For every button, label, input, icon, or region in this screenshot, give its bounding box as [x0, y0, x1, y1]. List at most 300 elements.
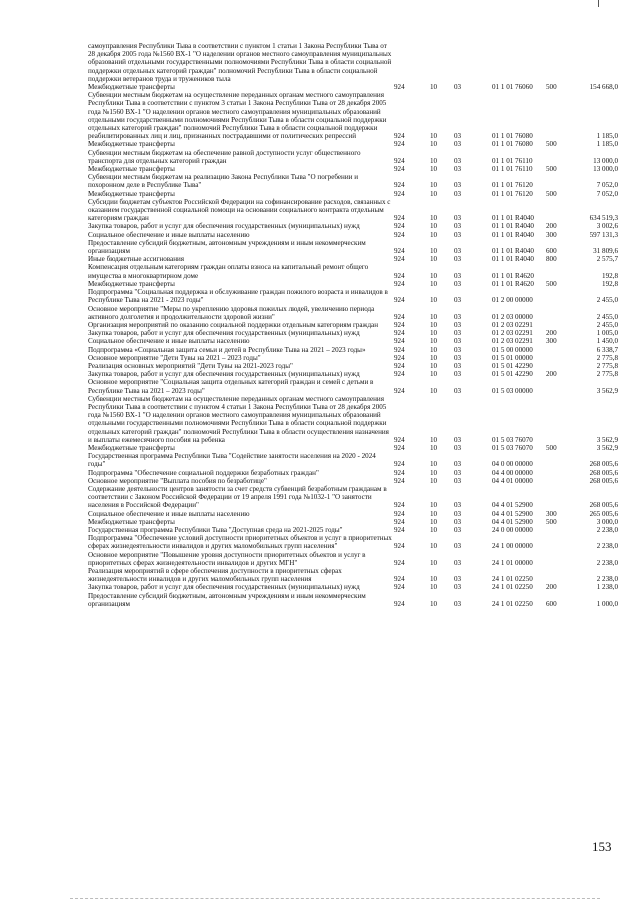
row-vr-code: 500 — [546, 443, 557, 452]
row-name: Субвенции местным бюджетам на реализацию Закона Республики Тыва "О погребении и похоронном деле в Республике Тыва" — [88, 173, 358, 190]
row-pr-code: 03 — [454, 353, 462, 362]
row-vr-code — [546, 149, 578, 165]
row-gr-code: 924 — [394, 386, 405, 395]
row-gr-code: 924 — [394, 156, 405, 165]
row-pr-code: 03 — [454, 460, 462, 469]
row-gr-code: 924 — [394, 353, 405, 362]
row-gr-code: 924 — [394, 501, 405, 510]
row-name: Государственная программа Республики Тыва "Доступная среда на 2021-2025 годы" — [88, 525, 343, 534]
row-rz-code: 10 — [430, 222, 438, 231]
table-row — [88, 362, 618, 370]
row-pr-code: 03 — [454, 558, 462, 567]
row-name: самоуправления Республики Тыва в соответствии с пунктом 1 статьи 1 Закона Республики Тыва от 28 декабря 2005 года №1560 ВХ-1 "О наделении органов местного самоуправления муниципальных образований отдельными государственными полномочиями Республики Тыва в области социальной поддержки отдельных категорий граждан" полномочий Республики Тыва в области социальной поддержки ветеранов труда и тружеников тыла — [88, 42, 392, 83]
row-rz-code: 10 — [430, 255, 438, 264]
table-row — [88, 378, 618, 394]
table-row — [88, 288, 618, 304]
row-cs-code: 01 1 01 76060 — [492, 83, 533, 92]
row-amount: 1 000,0 — [596, 599, 618, 608]
row-amount: 7 052,0 — [596, 189, 618, 198]
row-gr-code: 924 — [394, 255, 405, 264]
row-cs-code: 01 1 01 76110 — [492, 165, 533, 174]
row-amount: 2 238,0 — [596, 575, 618, 584]
row-gr-code: 924 — [394, 320, 405, 329]
row-cs-code: 01 1 01 R4040 — [492, 247, 534, 256]
row-vr-code — [546, 346, 578, 354]
row-vr-code — [546, 321, 578, 329]
row-name: Межбюджетные трансферты — [88, 443, 175, 452]
row-pr-code: 03 — [454, 132, 462, 141]
scan-edge-line — [70, 898, 600, 899]
row-vr-code: 600 — [546, 599, 557, 608]
row-gr-code: 924 — [394, 460, 405, 469]
row-cs-code: 01 1 01 76080 — [492, 140, 533, 149]
row-pr-code: 03 — [454, 247, 462, 256]
row-cs-code: 24 1 01 02250 — [492, 599, 533, 608]
row-amount: 3 562,9 — [596, 435, 618, 444]
row-name: Реализация мероприятий в сфере обеспечения доступности в приоритетных сферах жизнедеятельности инвалидов и других маломобильных групп населения — [88, 567, 342, 584]
table-row — [88, 329, 618, 337]
row-cs-code: 01 1 01 76080 — [492, 132, 533, 141]
row-amount: 268 005,6 — [589, 476, 618, 485]
row-cs-code: 01 1 01 76110 — [492, 156, 533, 165]
row-rz-code: 10 — [430, 525, 438, 534]
row-vr-code — [546, 173, 578, 189]
row-gr-code: 924 — [394, 230, 405, 239]
row-name: Компенсация отдельным категориям граждан оплаты взноса на капитальный ремонт общего имущества в многоквартирном доме — [88, 263, 369, 280]
table-row — [88, 190, 618, 198]
row-rz-code: 10 — [430, 370, 438, 379]
row-gr-code: 924 — [394, 345, 405, 354]
page-number: 153 — [592, 839, 612, 854]
row-amount: 3 562,9 — [596, 386, 618, 395]
row-vr-code — [546, 42, 578, 83]
row-pr-code: 03 — [454, 468, 462, 477]
table-row — [88, 305, 618, 321]
row-gr-code: 924 — [394, 542, 405, 551]
row-pr-code: 03 — [454, 542, 462, 551]
table-row — [88, 346, 618, 354]
row-amount: 7 052,0 — [596, 181, 618, 190]
row-cs-code: 01 5 01 42290 — [492, 370, 533, 379]
row-rz-code: 10 — [430, 181, 438, 190]
row-rz-code: 10 — [430, 468, 438, 477]
row-pr-code: 03 — [454, 271, 462, 280]
row-gr-code: 924 — [394, 214, 405, 223]
row-amount: 2 775,8 — [596, 361, 618, 370]
row-name: Государственная программа Республики Тыва "Содействие занятости населения на 2020 - 2024 годы" — [88, 452, 376, 469]
row-pr-code: 03 — [454, 279, 462, 288]
table-row — [88, 149, 618, 165]
row-vr-code: 600 — [546, 247, 557, 256]
row-vr-code — [546, 354, 578, 362]
row-amount: 268 005,6 — [589, 460, 618, 469]
row-vr-code: 200 — [546, 583, 557, 592]
row-amount: 3 002,6 — [596, 222, 618, 231]
row-cs-code: 24 1 01 02250 — [492, 583, 533, 592]
row-name: Закупка товаров, работ и услуг для обеспечения государственных (муниципальных) нужд — [88, 222, 360, 231]
row-rz-code: 10 — [430, 279, 438, 288]
row-pr-code: 03 — [454, 189, 462, 198]
row-vr-code: 300 — [546, 337, 557, 346]
row-cs-code — [492, 42, 546, 83]
row-pr-code: 03 — [454, 230, 462, 239]
row-name: Социальное обеспечение и иные выплаты населению — [88, 337, 250, 346]
row-rz-code: 10 — [430, 312, 438, 321]
row-vr-code: 500 — [546, 189, 557, 198]
row-name: Реализация основных мероприятий "Дети Тувы на 2021-2023 годы" — [88, 361, 293, 370]
row-cs-code: 01 5 00 00000 — [492, 345, 533, 354]
table-row — [88, 592, 618, 608]
row-pr-code: 03 — [454, 435, 462, 444]
table-row — [88, 337, 618, 345]
row-cs-code: 24 1 00 00000 — [492, 542, 533, 551]
row-gr-code: 924 — [394, 361, 405, 370]
row-name: Межбюджетные трансферты — [88, 517, 175, 526]
row-rz-code: 10 — [430, 345, 438, 354]
row-gr-code: 924 — [394, 271, 405, 280]
row-cs-code: 04 4 01 52900 — [492, 501, 533, 510]
row-cs-code: 04 4 00 00000 — [492, 468, 533, 477]
row-gr-code: 924 — [394, 370, 405, 379]
row-rz-code — [430, 42, 454, 83]
row-cs-code: 01 1 01 76120 — [492, 181, 533, 190]
row-gr-code: 924 — [394, 312, 405, 321]
table-row — [88, 370, 618, 378]
row-amount: 2 775,8 — [596, 353, 618, 362]
row-rz-code: 10 — [430, 83, 438, 92]
row-amount: 6 338,7 — [596, 345, 618, 354]
row-name: Субсидии бюджетам субъектов Российской Федерации на софинансирование расходов, связанных с оказанием государственной социальной помощи на основании социального контракта отдельным категориям граждан — [88, 197, 391, 223]
row-name: Предоставление субсидий бюджетным, автономным учреждениям и иным некоммерческим организациям — [88, 238, 366, 256]
table-row — [88, 239, 618, 255]
row-amount: 634 519,3 — [589, 214, 618, 223]
row-vr-code: 500 — [546, 83, 557, 92]
row-amount: 268 005,6 — [589, 468, 618, 477]
table-row — [88, 583, 618, 591]
row-cs-code: 01 1 01 R4620 — [492, 271, 534, 280]
row-pr-code — [454, 42, 492, 83]
row-vr-code — [546, 263, 578, 279]
row-pr-code: 03 — [454, 312, 462, 321]
row-cs-code: 01 2 03 02291 — [492, 320, 533, 329]
row-gr-code: 924 — [394, 337, 405, 346]
table-row — [88, 231, 618, 239]
row-pr-code: 03 — [454, 222, 462, 231]
row-amount: 2 455,0 — [596, 320, 618, 329]
row-amount: 1 185,0 — [596, 140, 618, 149]
row-vr-code — [546, 485, 578, 510]
row-pr-code: 03 — [454, 517, 462, 526]
row-gr-code: 924 — [394, 296, 405, 305]
row-name: Основное мероприятие "Социальная защита отдельных категорий граждан и семей с детьми в Республике Тыва на 2021 – 2023 годы" — [88, 378, 374, 395]
row-cs-code: 01 5 03 76070 — [492, 435, 533, 444]
row-amount: 1 450,0 — [596, 337, 618, 346]
row-name: Иные бюджетные ассигнования — [88, 255, 185, 264]
row-vr-code — [546, 378, 578, 394]
row-gr-code: 924 — [394, 132, 405, 141]
table-row — [88, 83, 618, 91]
row-pr-code: 03 — [454, 345, 462, 354]
row-name: Основное мероприятие "Повышение уровня доступности приоритетных объектов и услуг в приоритетных сферах жизнедеятельности инвалидов и других МГН" — [88, 550, 366, 567]
row-rz-code: 10 — [430, 558, 438, 567]
row-pr-code: 03 — [454, 386, 462, 395]
row-rz-code: 10 — [430, 501, 438, 510]
row-name: Субвенции местным бюджетам на обеспечение равной доступности услуг общественного транспорта для отдельных категорий граждан — [88, 148, 361, 165]
row-rz-code: 10 — [430, 542, 438, 551]
row-name: Закупка товаров, работ и услуг для обеспечения государственных (муниципальных) нужд — [88, 329, 360, 338]
row-gr-code: 924 — [394, 525, 405, 534]
row-vr-code: 500 — [546, 279, 557, 288]
row-vr-code — [546, 452, 578, 468]
row-cs-code: 01 1 01 76120 — [492, 189, 533, 198]
row-rz-code: 10 — [430, 320, 438, 329]
row-name: Межбюджетные трансферты — [88, 165, 175, 174]
row-rz-code: 10 — [430, 156, 438, 165]
row-amount: 1 005,0 — [596, 329, 618, 338]
row-gr-code: 924 — [394, 599, 405, 608]
row-cs-code: 01 1 01 R4040 — [492, 255, 534, 264]
row-vr-code — [546, 305, 578, 321]
row-rz-code: 10 — [430, 230, 438, 239]
table-row — [88, 469, 618, 477]
table-row — [88, 173, 618, 189]
row-vr-code: 800 — [546, 255, 557, 264]
row-cs-code: 01 1 01 R4040 — [492, 214, 534, 223]
row-vr-code — [546, 526, 578, 534]
row-gr-code — [394, 42, 430, 83]
row-cs-code: 01 2 00 00000 — [492, 296, 533, 305]
row-amount: 154 668,0 — [589, 83, 618, 92]
row-gr-code: 924 — [394, 329, 405, 338]
row-amount — [578, 42, 618, 83]
table-row — [88, 198, 618, 223]
row-name: Содержание деятельности центров занятости за счет средств субвенций безработным гражданам в соответствии с Законом Российской Федерации от 19 апреля 1991 года №1032-1 "О занятости населения в Российской Федерации" — [88, 484, 387, 510]
row-gr-code: 924 — [394, 222, 405, 231]
row-rz-code: 10 — [430, 599, 438, 608]
table-row — [88, 42, 618, 83]
row-amount: 3 562,9 — [596, 443, 618, 452]
row-pr-code: 03 — [454, 140, 462, 149]
row-rz-code: 10 — [430, 296, 438, 305]
row-pr-code: 03 — [454, 181, 462, 190]
row-vr-code — [546, 198, 578, 223]
row-gr-code: 924 — [394, 83, 405, 92]
row-gr-code: 924 — [394, 140, 405, 149]
row-gr-code: 924 — [394, 435, 405, 444]
row-pr-code: 03 — [454, 525, 462, 534]
row-cs-code: 04 4 01 52900 — [492, 517, 533, 526]
row-rz-code: 10 — [430, 517, 438, 526]
row-vr-code — [546, 534, 578, 550]
row-vr-code — [546, 469, 578, 477]
row-pr-code: 03 — [454, 165, 462, 174]
row-pr-code: 03 — [454, 501, 462, 510]
row-rz-code: 10 — [430, 476, 438, 485]
row-rz-code: 10 — [430, 337, 438, 346]
row-amount: 2 238,0 — [596, 525, 618, 534]
row-vr-code — [546, 362, 578, 370]
table-row — [88, 354, 618, 362]
row-pr-code: 03 — [454, 156, 462, 165]
row-name: Организация мероприятий по оказанию социальной поддержки отдельным категориям граждан — [88, 320, 379, 329]
row-rz-code: 10 — [430, 509, 438, 518]
row-rz-code: 10 — [430, 386, 438, 395]
row-gr-code: 924 — [394, 247, 405, 256]
table-row — [88, 477, 618, 485]
table-row — [88, 280, 618, 288]
row-gr-code: 924 — [394, 189, 405, 198]
table-row — [88, 444, 618, 452]
row-amount: 13 000,0 — [593, 165, 618, 174]
row-amount: 2 575,7 — [596, 255, 618, 264]
row-cs-code: 24 1 01 02250 — [492, 575, 533, 584]
row-gr-code: 924 — [394, 517, 405, 526]
table-row — [88, 255, 618, 263]
row-pr-code: 03 — [454, 476, 462, 485]
row-gr-code: 924 — [394, 181, 405, 190]
row-name: Социальное обеспечение и иные выплаты населению — [88, 230, 250, 239]
row-cs-code: 01 5 03 00000 — [492, 386, 533, 395]
row-vr-code: 500 — [546, 517, 557, 526]
table-row — [88, 395, 618, 444]
row-cs-code: 04 4 01 52900 — [492, 509, 533, 518]
row-name: Подпрограмма "Обеспечение социальной поддержки безработных граждан" — [88, 468, 319, 477]
row-name: Основное мероприятие "Меры по укреплению здоровья пожилых людей, увеличению периода активного долголетия и продолжительности здоровой жизни" — [88, 304, 375, 321]
table-row — [88, 321, 618, 329]
row-pr-code: 03 — [454, 575, 462, 584]
row-cs-code: 01 5 03 76070 — [492, 443, 533, 452]
row-pr-code: 03 — [454, 361, 462, 370]
row-name: Закупка товаров, работ и услуг для обеспечения государственных (муниципальных) нужд — [88, 583, 360, 592]
row-gr-code: 924 — [394, 575, 405, 584]
row-rz-code: 10 — [430, 435, 438, 444]
row-name: Межбюджетные трансферты — [88, 189, 175, 198]
row-vr-code — [546, 567, 578, 583]
table-row — [88, 222, 618, 230]
budget-table — [88, 42, 618, 608]
row-pr-code: 03 — [454, 337, 462, 346]
row-pr-code: 03 — [454, 370, 462, 379]
budget-table-body — [88, 42, 618, 608]
row-pr-code: 03 — [454, 329, 462, 338]
row-amount: 265 005,6 — [589, 509, 618, 518]
row-amount: 2 775,8 — [596, 370, 618, 379]
row-cs-code: 01 1 01 R4040 — [492, 222, 534, 231]
row-rz-code: 10 — [430, 132, 438, 141]
row-gr-code: 924 — [394, 558, 405, 567]
table-row — [88, 534, 618, 550]
row-name: Закупка товаров, работ и услуг для обеспечения государственных (муниципальных) нужд — [88, 370, 360, 379]
row-name: Межбюджетные трансферты — [88, 279, 175, 288]
row-name: Межбюджетные трансферты — [88, 83, 175, 92]
row-vr-code — [546, 395, 578, 444]
table-row — [88, 452, 618, 468]
row-pr-code: 03 — [454, 320, 462, 329]
table-row — [88, 567, 618, 583]
row-amount: 192,8 — [602, 271, 618, 280]
row-rz-code: 10 — [430, 329, 438, 338]
row-name: Предоставление субсидий бюджетным, автономным учреждениям и иным некоммерческим организациям — [88, 591, 366, 608]
row-cs-code: 01 2 03 00000 — [492, 312, 533, 321]
row-pr-code: 03 — [454, 583, 462, 592]
row-rz-code: 10 — [430, 460, 438, 469]
row-vr-code: 200 — [546, 370, 557, 379]
row-name: Основное мероприятие "Дети Тувы на 2021 – 2023 годы" — [88, 353, 261, 362]
row-pr-code: 03 — [454, 214, 462, 223]
table-row — [88, 263, 618, 279]
row-vr-code — [546, 477, 578, 485]
row-pr-code: 03 — [454, 255, 462, 264]
table-row — [88, 526, 618, 534]
row-cs-code: 01 1 01 R4040 — [492, 230, 534, 239]
row-cs-code: 24 0 00 00000 — [492, 525, 533, 534]
row-gr-code: 924 — [394, 468, 405, 477]
row-rz-code: 10 — [430, 247, 438, 256]
row-rz-code: 10 — [430, 443, 438, 452]
row-name: Подпрограмма «Социальная защита семьи и детей в Республике Тыва на 2021 – 2023 годы» — [88, 345, 366, 354]
row-cs-code: 01 2 03 02291 — [492, 329, 533, 338]
table-row — [88, 165, 618, 173]
row-pr-code: 03 — [454, 599, 462, 608]
row-vr-code: 500 — [546, 140, 557, 149]
row-vr-code: 200 — [546, 329, 557, 338]
row-vr-code: 500 — [546, 165, 557, 174]
row-cs-code: 01 5 01 42290 — [492, 361, 533, 370]
row-amount: 597 131,3 — [589, 230, 618, 239]
row-amount: 31 809,6 — [593, 247, 618, 256]
table-row — [88, 518, 618, 526]
row-pr-code: 03 — [454, 509, 462, 518]
row-vr-code — [546, 91, 578, 140]
table-row — [88, 510, 618, 518]
row-cs-code: 01 2 03 02291 — [492, 337, 533, 346]
row-rz-code: 10 — [430, 575, 438, 584]
scan-mark — [598, 0, 599, 7]
row-vr-code — [546, 551, 578, 567]
row-name: Социальное обеспечение и иные выплаты населению — [88, 509, 250, 518]
row-rz-code: 10 — [430, 214, 438, 223]
row-vr-code: 200 — [546, 222, 557, 231]
row-rz-code: 10 — [430, 140, 438, 149]
row-rz-code: 10 — [430, 271, 438, 280]
table-row — [88, 91, 618, 140]
table-row — [88, 485, 618, 510]
row-vr-code — [546, 288, 578, 304]
row-pr-code: 03 — [454, 296, 462, 305]
row-amount: 3 000,0 — [596, 517, 618, 526]
row-vr-code: 300 — [546, 230, 557, 239]
row-amount: 1 238,0 — [596, 583, 618, 592]
row-name: Основное мероприятие "Выплата пособия по безработице" — [88, 476, 267, 485]
row-gr-code: 924 — [394, 279, 405, 288]
row-amount: 1 185,0 — [596, 132, 618, 141]
row-name: Межбюджетные трансферты — [88, 140, 175, 149]
row-amount: 2 455,0 — [596, 296, 618, 305]
row-amount: 13 000,0 — [593, 156, 618, 165]
row-vr-code: 300 — [546, 509, 557, 518]
row-amount: 268 005,6 — [589, 501, 618, 510]
row-name: Подпрограмма "Обеспечение условий доступности приоритетных объектов и услуг в приоритетных сферах жизнедеятельности инвалидов и других маломобильных групп населения" — [88, 534, 392, 551]
row-gr-code: 924 — [394, 583, 405, 592]
row-name: Субвенции местным бюджетам на осуществление переданных органам местного самоуправления Республики Тыва в соответствии с пунктом 4 статьи 1 Закона Республики Тыва от 28 декабря 2005 года №1560 ВХ-1 "О наделении органов местного самоуправления муниципальных образований отдельными государственными полномочиями Республики Тыва в области социальной поддержки отдельных категорий граждан" полномочий Республики Тыва в области осуществления назначения и выплаты ежемесячного пособия на ребенка — [88, 394, 389, 444]
row-amount: 2 455,0 — [596, 312, 618, 321]
row-amount: 2 238,0 — [596, 558, 618, 567]
row-cs-code: 01 5 01 00000 — [492, 353, 533, 362]
row-rz-code: 10 — [430, 361, 438, 370]
row-pr-code: 03 — [454, 83, 462, 92]
row-amount: 192,8 — [602, 279, 618, 288]
table-row — [88, 140, 618, 148]
